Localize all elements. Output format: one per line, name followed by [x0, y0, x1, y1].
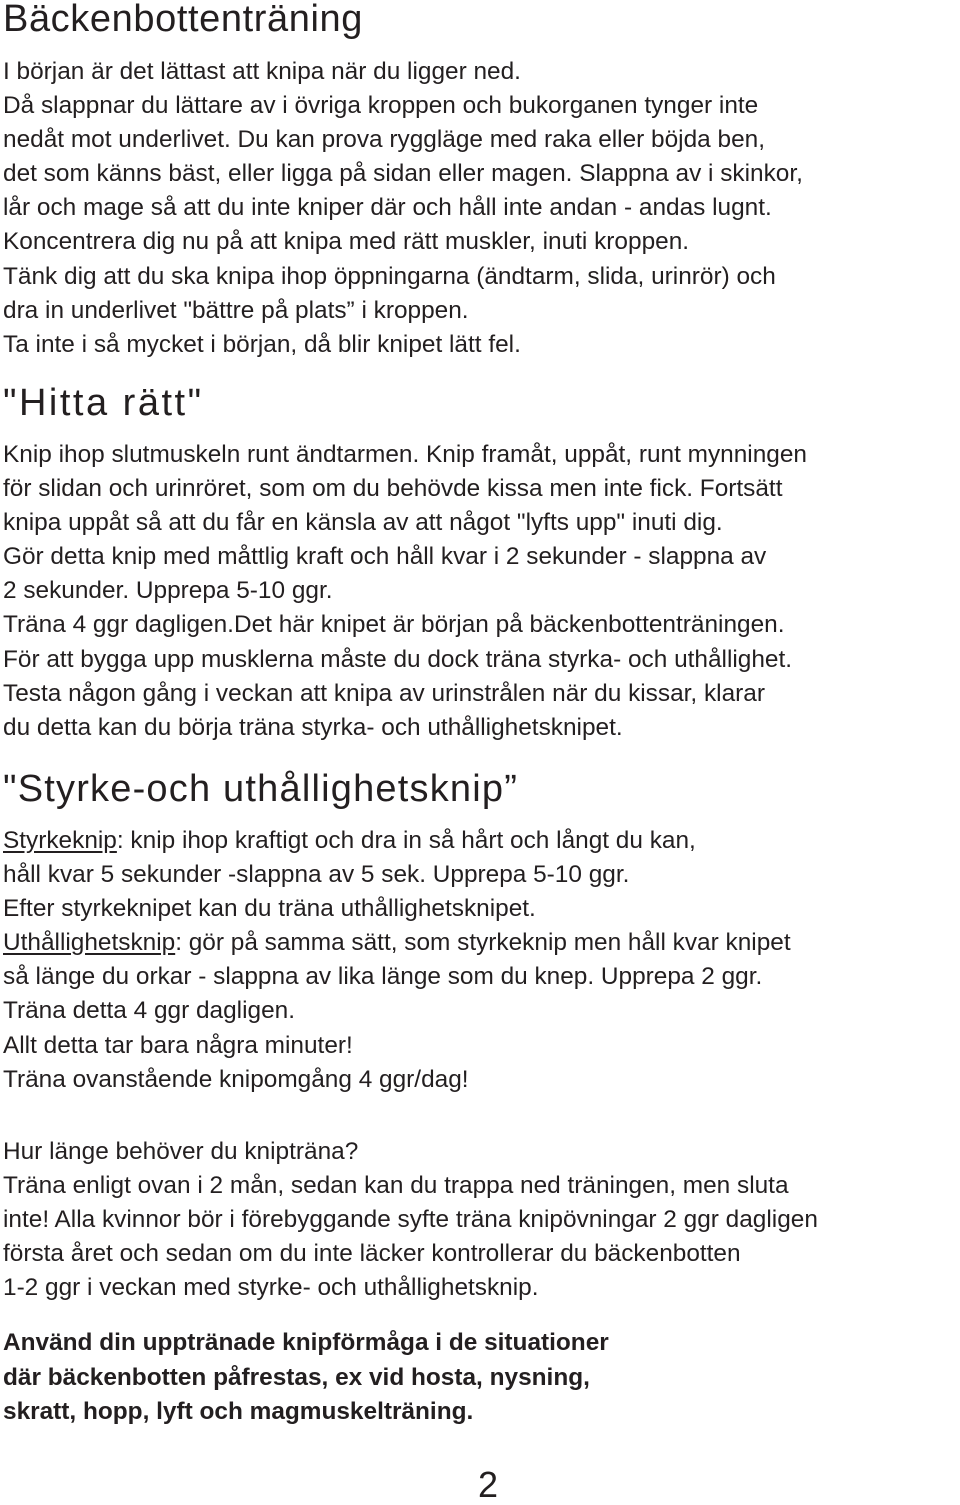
text-line: I början är det lättast att knipa när du ligger ned.: [3, 58, 521, 85]
text-line: Knip ihop slutmuskeln runt ändtarmen. Knip framåt, uppåt, runt mynningen: [3, 441, 807, 468]
text-line: Träna enligt ovan i 2 mån, sedan kan du trappa ned träningen, men sluta: [3, 1172, 789, 1200]
bold-line: Använd din upptränade knipförmåga i de situationer: [3, 1329, 609, 1356]
styrkeknip-line: [3, 824, 958, 858]
text-line: 2 sekunder. Upprepa 5-10 ggr.: [3, 577, 333, 605]
text-line: Träna detta 4 ggr dagligen.: [3, 997, 295, 1025]
bold-line: där bäckenbotten påfrestas, ex vid hosta, nysning,: [3, 1363, 590, 1391]
text-line: Efter styrkeknipet kan du träna uthållighetsknipet.: [3, 895, 536, 923]
text-line: håll kvar 5 sekunder -slappna av 5 sek. Upprepa 5-10 ggr.: [3, 861, 630, 889]
text-line: För att bygga upp musklerna måste du dock träna styrka- och uthållighet.: [3, 645, 793, 673]
text-line: Allt detta tar bara några minuter!: [3, 1031, 353, 1059]
intro-paragraph: [3, 55, 958, 362]
text-line: knipa uppåt så att du får en känsla av att något "lyfts upp" inuti dig.: [3, 509, 723, 537]
uthallighetsknip-line: [3, 926, 958, 960]
how-long-paragraph: [3, 1135, 958, 1305]
section-heading-hitta-ratt: "Hitta rätt": [3, 382, 204, 424]
text-line: Ta inte i så mycket i början, då blir knipet lätt fel.: [3, 330, 521, 358]
text-line: så länge du orkar - slappna av lika länge som du knep. Upprepa 2 ggr.: [3, 963, 763, 991]
text-line: nedåt mot underlivet. Du kan prova ryggläge med raka eller böjda ben,: [3, 126, 765, 154]
styrkeknip-description: : knip ihop kraftigt och dra in så hårt och långt du kan,: [116, 827, 696, 854]
styrke-uthallighet-paragraph: [3, 824, 958, 1097]
uthallighetsknip-term: Uthållighetsknip: [3, 929, 176, 957]
styrkeknip-term: Styrkeknip: [3, 827, 117, 854]
bold-note: [3, 1326, 958, 1430]
page-title: Bäckenbottenträning: [3, 0, 363, 40]
text-line: inte! Alla kvinnor bör i förebyggande syfte träna knipövningar 2 ggr dagligen: [3, 1206, 818, 1234]
text-line: Koncentrera dig nu på att knipa med rätt muskler, inuti kroppen.: [3, 228, 690, 256]
question-line: Hur länge behöver du knipträna?: [3, 1138, 359, 1165]
text-line: lår och mage så att du inte kniper där och håll inte andan - andas lugnt.: [3, 194, 772, 222]
text-line: för slidan och urinröret, som om du behövde kissa men inte fick. Fortsätt: [3, 475, 783, 503]
text-line: du detta kan du börja träna styrka- och uthållighetsknipet.: [3, 713, 623, 741]
uthallighetsknip-description: : gör på samma sätt, som styrkeknip men håll kvar knipet: [175, 929, 791, 957]
page-number: 2: [478, 1464, 499, 1505]
text-line: det som känns bäst, eller ligga på sidan eller magen. Slappna av i skinkor,: [3, 160, 803, 188]
text-line: 1-2 ggr i veckan med styrke- och uthållighetsknip.: [3, 1274, 539, 1302]
text-line: Testa någon gång i veckan att knipa av urinstrålen när du kissar, klarar: [3, 679, 765, 707]
text-line: Gör detta knip med måttlig kraft och håll kvar i 2 sekunder - slappna av: [3, 543, 767, 571]
text-line: första året och sedan om du inte läcker kontrollerar du bäckenbotten: [3, 1240, 741, 1268]
text-line: dra in underlivet "bättre på plats” i kroppen.: [3, 296, 469, 324]
text-line: Träna 4 ggr dagligen.Det här knipet är början på bäckenbottenträningen.: [3, 611, 785, 639]
bold-line: skratt, hopp, lyft och magmuskelträning.: [3, 1398, 474, 1426]
text-line: Då slappnar du lättare av i övriga kroppen och bukorganen tynger inte: [3, 92, 759, 120]
section-heading-styrke-uthallighet: "Styrke-och uthållighetsknip”: [3, 768, 519, 810]
hitta-ratt-paragraph: [3, 438, 958, 745]
text-line: Tänk dig att du ska knipa ihop öppningarna (ändtarm, slida, urinrör) och: [3, 262, 776, 290]
text-line: Träna ovanstående knipomgång 4 ggr/dag!: [3, 1065, 469, 1093]
